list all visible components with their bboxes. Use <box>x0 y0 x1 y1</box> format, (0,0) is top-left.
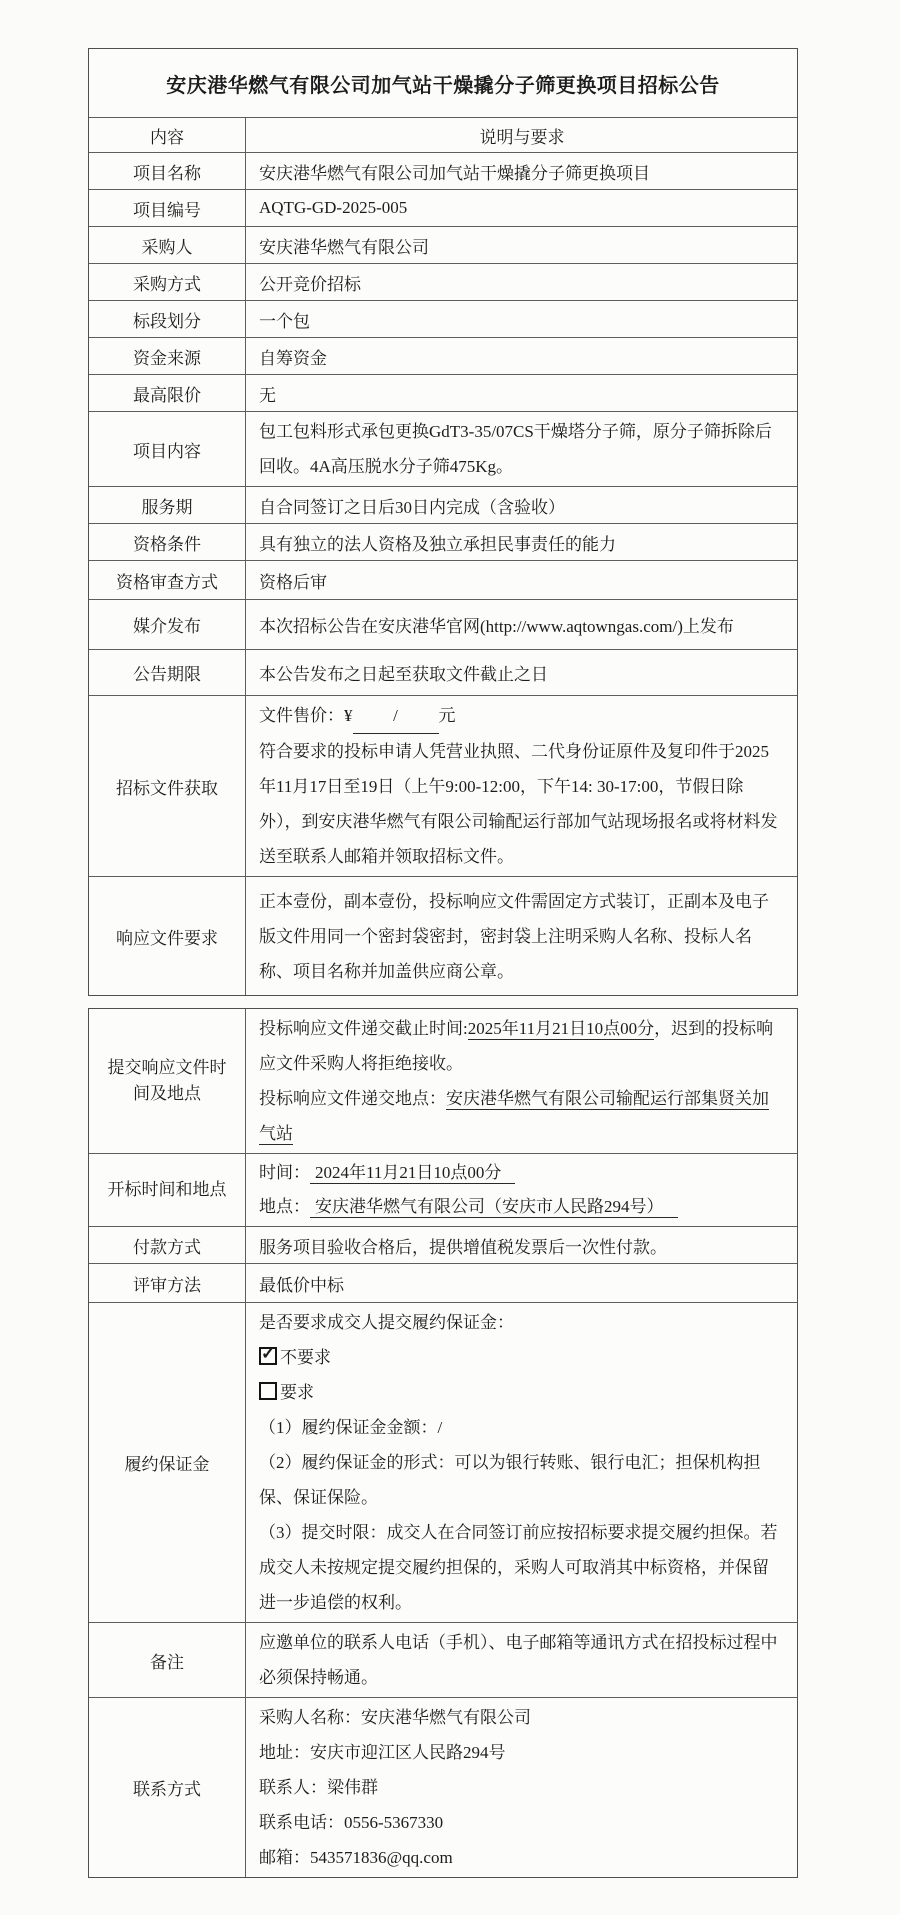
guarantee-item-1: （1）履约保证金金额：/ <box>259 1418 443 1437</box>
row-value-qualification-review: 资格后审 <box>259 572 327 592</box>
row-procurement-method <box>89 263 797 300</box>
row-label-lot-division: 标段划分 <box>89 301 246 337</box>
row-label-funding-source: 资金来源 <box>89 338 246 374</box>
row-value-submission <box>246 1009 797 1153</box>
row-label-media-publication: 媒介发布 <box>89 600 246 649</box>
submission-place-value: 安庆港华燃气有限公司输配运行部集贤关加气站 <box>259 1089 769 1143</box>
guarantee-required-label: 要求 <box>280 1383 314 1402</box>
row-value-service-period: 自合同签订之日后30日内完成（含验收） <box>259 497 565 517</box>
row-label-purchaser: 采购人 <box>89 227 246 263</box>
row-project-number <box>89 189 797 226</box>
submission-label-text: 提交响应文件时间及地点 <box>107 1058 227 1103</box>
row-notice-period <box>89 649 797 695</box>
submission-deadline-paragraph <box>259 1011 785 1081</box>
row-value-funding-source: 自筹资金 <box>259 348 327 368</box>
price-blank-field: / <box>353 698 439 734</box>
checkbox-unchecked-icon <box>259 1382 277 1400</box>
row-value-document-obtainment <box>246 696 797 876</box>
bid-opening-label-text: 开标时间和地点 <box>107 1180 227 1199</box>
row-label-project-number: 项目编号 <box>89 190 246 226</box>
column-header-requirements: 说明与要求 <box>479 127 565 147</box>
row-label-price-cap: 最高限价 <box>89 375 246 411</box>
row-purchaser <box>89 226 797 263</box>
row-value-project-name: 安庆港华燃气有限公司加气站干燥撬分子筛更换项目 <box>259 163 650 183</box>
checkbox-checked-icon <box>259 1344 277 1365</box>
guarantee-not-required-label: 不要求 <box>280 1348 331 1367</box>
contact-address-line: 地址：安庆市迎江区人民路294号 <box>259 1743 506 1762</box>
row-label-remark: 备注 <box>89 1623 246 1697</box>
document-obtainment-paragraph: 符合要求的投标申请人凭营业执照、二代身份证原件及复印件于2025年11月17日至19日（上午9:00-12:00，下午14: 30-17:00，节假日除外），到安庆港华燃气有限公司输配运行部加气站现场报名或将材料发送至联系人邮箱并领取招标文件。 <box>259 742 778 866</box>
row-label-contact-info: 联系方式 <box>89 1698 246 1877</box>
table-header-row <box>89 117 797 152</box>
row-remark <box>89 1622 797 1697</box>
row-service-period <box>89 486 797 523</box>
row-response-document-requirements <box>89 876 797 995</box>
contact-purchaser-line: 采购人名称：安庆港华燃气有限公司 <box>259 1708 531 1727</box>
row-value-evaluation-method: 最低价中标 <box>259 1275 344 1295</box>
guarantee-question-line: 是否要求成交人提交履约保证金： <box>259 1313 514 1332</box>
row-label-bid-opening <box>89 1154 246 1226</box>
bid-opening-time-line <box>259 1156 785 1190</box>
contact-person-line: 联系人：梁伟群 <box>259 1778 378 1797</box>
price-prefix-text: 文件售价：¥ <box>259 706 353 725</box>
submission-place-prefix: 投标响应文件递交地点： <box>259 1089 446 1108</box>
row-value-lot-division: 一个包 <box>259 311 310 331</box>
row-value-payment-method: 服务项目验收合格后，提供增值税发票后一次性付款。 <box>259 1237 667 1257</box>
document-title: 安庆港华燃气有限公司加气站干燥撬分子筛更换项目招标公告 <box>166 74 720 97</box>
guarantee-option-not-required <box>259 1340 785 1375</box>
row-payment-method <box>89 1226 797 1263</box>
row-label-notice-period: 公告期限 <box>89 650 246 695</box>
row-submission-time-place <box>89 1009 797 1153</box>
row-performance-guarantee <box>89 1302 797 1622</box>
row-value-remark: 应邀单位的联系人电话（手机）、电子邮箱等通讯方式在招投标过程中必须保持畅通。 <box>259 1633 778 1687</box>
row-project-name <box>89 152 797 189</box>
row-funding-source <box>89 337 797 374</box>
bid-opening-place-prefix: 地点： <box>259 1197 310 1216</box>
bid-opening-time-prefix: 时间： <box>259 1163 310 1182</box>
tender-notice-table-part1 <box>88 48 798 996</box>
row-value-contact-info <box>246 1698 797 1877</box>
row-media-publication <box>89 599 797 649</box>
submission-place-paragraph <box>259 1081 785 1151</box>
guarantee-item-3: （3）提交时限：成交人在合同签订前应按招标要求提交履约担保。若成交人未按规定提交履约担保的，采购人可取消其中标资格，并保留进一步追偿的权利。 <box>259 1523 778 1612</box>
row-price-cap <box>89 374 797 411</box>
row-label-document-obtainment: 招标文件获取 <box>89 696 246 876</box>
row-value-project-content: 包工包料形式承包更换GdT3-35/07CS干燥塔分子筛，原分子筛拆除后回收。4A高压脱水分子筛475Kg。 <box>259 422 772 476</box>
row-value-bid-opening <box>246 1154 797 1226</box>
row-label-response-requirements: 响应文件要求 <box>89 877 246 995</box>
row-value-purchaser: 安庆港华燃气有限公司 <box>259 237 429 257</box>
guarantee-item-2: （2）履约保证金的形式：可以为银行转账、银行电汇；担保机构担保、保证保险。 <box>259 1453 761 1507</box>
row-value-project-number: AQTG-GD-2025-005 <box>259 198 408 217</box>
row-label-payment-method: 付款方式 <box>89 1227 246 1263</box>
submission-deadline-prefix: 投标响应文件递交截止时间: <box>259 1019 468 1038</box>
row-evaluation-method <box>89 1263 797 1302</box>
row-label-qualification: 资格条件 <box>89 524 246 560</box>
bid-opening-time-value: 2024年11月21日10点00分 <box>310 1163 515 1184</box>
contact-phone-line: 联系电话：0556-5367330 <box>259 1813 444 1832</box>
row-lot-division <box>89 300 797 337</box>
price-suffix-text: 元 <box>438 706 456 725</box>
tender-notice-table-part2 <box>88 1008 798 1878</box>
row-value-performance-guarantee <box>246 1303 797 1622</box>
row-value-media-publication: 本次招标公告在安庆港华官网(http://www.aqtowngas.com/)上发布 <box>259 617 734 636</box>
row-value-response-requirements: 正本壹份，副本壹份，投标响应文件需固定方式装订，正副本及电子版文件用同一个密封袋密封，密封袋上注明采购人名称、投标人名称、项目名称并加盖供应商公章。 <box>259 892 769 981</box>
row-label-performance-guarantee: 履约保证金 <box>89 1303 246 1622</box>
row-document-obtainment <box>89 695 797 876</box>
row-label-project-content: 项目内容 <box>89 412 246 486</box>
row-label-procurement-method: 采购方式 <box>89 264 246 300</box>
row-value-procurement-method: 公开竞价招标 <box>259 274 361 294</box>
row-project-content <box>89 411 797 486</box>
row-label-qualification-review: 资格审查方式 <box>89 561 246 599</box>
document-title-row <box>89 49 797 117</box>
guarantee-option-required <box>259 1375 785 1410</box>
submission-deadline-suffix: ，迟到的投标响应文件采购人将拒绝接收。 <box>259 1019 774 1073</box>
row-contact-info <box>89 1697 797 1877</box>
submission-deadline-value: 2025年11月21日10点00分 <box>467 1019 655 1038</box>
column-header-content: 内容 <box>89 118 246 152</box>
row-value-notice-period: 本公告发布之日起至获取文件截止之日 <box>259 665 548 684</box>
row-value-qualification: 具有独立的法人资格及独立承担民事责任的能力 <box>259 534 616 554</box>
contact-email-line: 邮箱：543571836@qq.com <box>259 1848 453 1867</box>
row-bid-opening <box>89 1153 797 1226</box>
document-price-line <box>259 698 785 734</box>
row-label-submission <box>89 1009 246 1153</box>
row-value-price-cap: 无 <box>259 385 276 405</box>
check-mark-glyph: ✓ <box>261 1344 276 1363</box>
row-qualification-review <box>89 560 797 599</box>
row-label-project-name: 项目名称 <box>89 153 246 189</box>
bid-opening-place-value: 安庆港华燃气有限公司（安庆市人民路294号） <box>310 1197 678 1218</box>
row-label-evaluation-method: 评审方法 <box>89 1264 246 1302</box>
row-label-service-period: 服务期 <box>89 487 246 523</box>
bid-opening-place-line <box>259 1190 785 1224</box>
row-qualification <box>89 523 797 560</box>
